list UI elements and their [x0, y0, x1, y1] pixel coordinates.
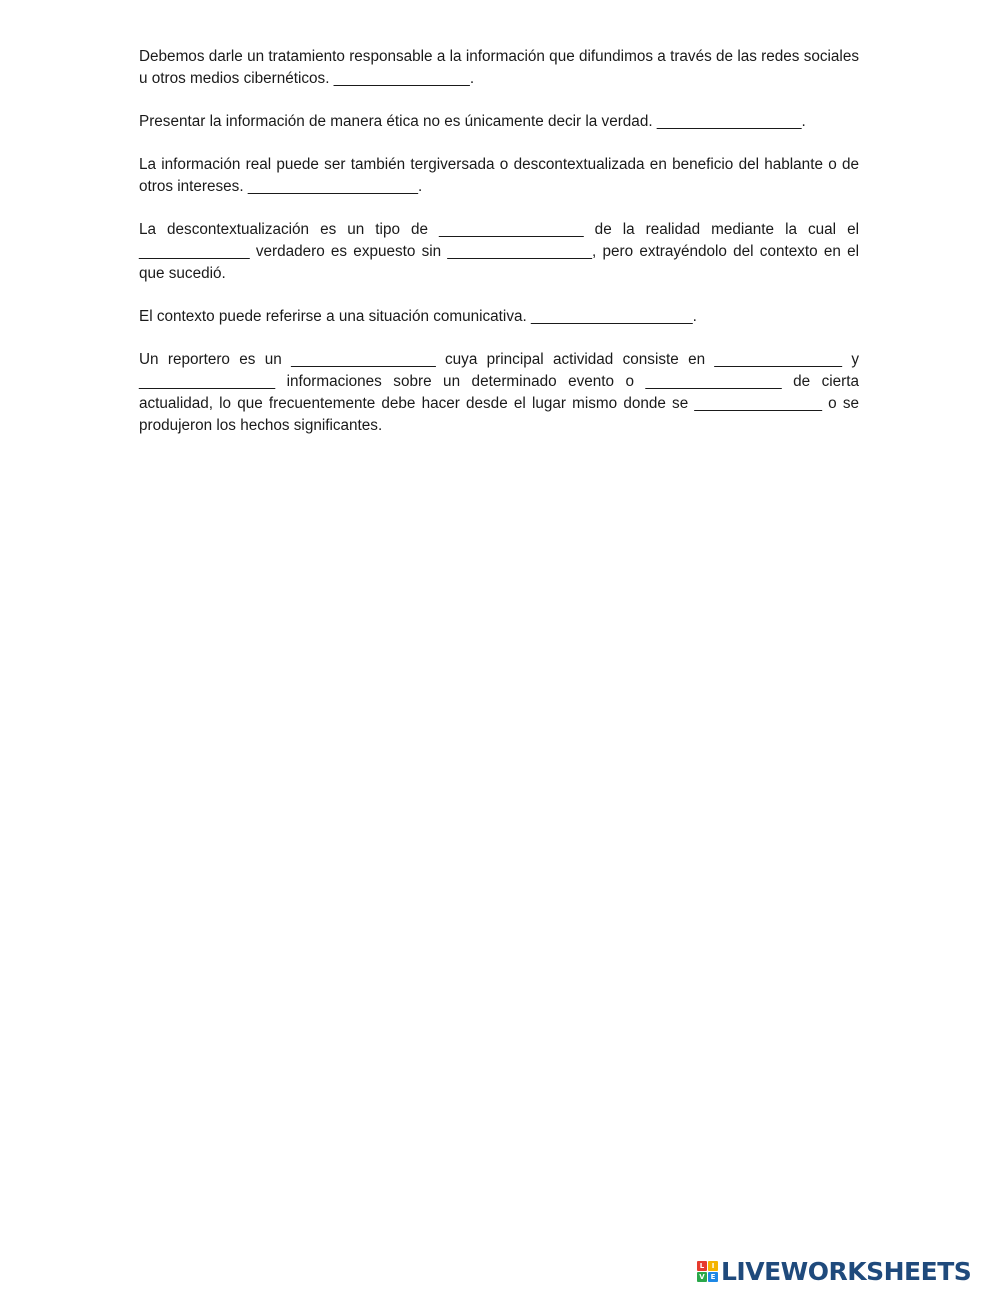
worksheet-paragraph-3: La información real puede ser también tergiversada o descontextualizada en beneficio del hablante o de otros intereses. ____________________. [139, 156, 864, 195]
badge-letter-i: I [708, 1261, 718, 1271]
badge-letter-l: L [697, 1261, 707, 1271]
liveworksheets-logo [697, 1256, 971, 1286]
worksheet-paragraph-5: El contexto puede referirse a una situación comunicativa. ___________________. [139, 308, 697, 325]
worksheet-paragraph-4: La descontextualización es un tipo de _________________ de la realidad mediante la cual el _____________ verdadero es expuesto sin _________________, pero extrayéndolo del contexto en el que sucedió. [139, 221, 864, 282]
worksheet-body [139, 46, 864, 458]
badge-letter-v: V [697, 1272, 707, 1282]
worksheet-paragraph-2: Presentar la información de manera ética no es únicamente decir la verdad. _________________. [139, 113, 806, 130]
worksheet-paragraph-1: Debemos darle un tratamiento responsable a la información que difundimos a través de las redes sociales u otros medios cibernéticos. ________________. [139, 48, 864, 87]
logo-wordmark: LIVEWORKSHEETS [721, 1256, 972, 1286]
live-badge-icon [697, 1261, 718, 1282]
badge-letter-e: E [708, 1272, 718, 1282]
worksheet-paragraph-6: Un reportero es un _________________ cuya principal actividad consiste en _______________ y ________________ informaciones sobre un determinado evento o ________________ de cierta actualidad, lo que frecuentemente debe hacer desde el lugar mismo donde se _______________ o se produjeron los hechos significantes. [139, 351, 864, 434]
